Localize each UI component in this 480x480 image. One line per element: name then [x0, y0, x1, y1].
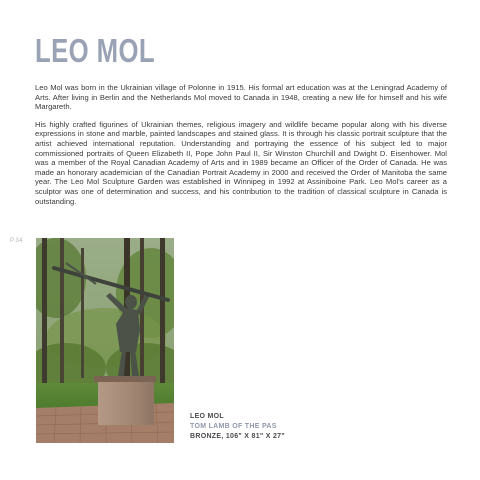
biography-paragraph-1: Leo Mol was born in the Ukrainian village of Polonne in 1915. His formal art education was at the Leningrad Academy of Arts. After living in Berlin and the Netherlands Mol moved to Canada in 1948, creating a new life for himself and his wife Margareth.	[35, 83, 447, 112]
biography-text	[35, 83, 447, 214]
caption-medium: BRONZE, 106" X 81" X 27"	[190, 433, 285, 440]
biography-paragraph-2: His highly crafted figurines of Ukrainian themes, religious imagery and wildlife became popular along with his diverse expressions in stone and marble, painted landscapes and stained glass. It is through his classic portrait sculpture that the artist achieved international reputation. Understanding and portraying the essence of his subject led to major commissioned portraits of Queen Elizabeth II, Pope John Paul II, Sir Winston Churchill and Dwight D. Eisenhower. Mol was a member of the Royal Canadian Academy of Arts and in 1989 became an Officer of the Order of Canada. He was made an honorary academician of the Canadian Portrait Academy in 2000 and received the Order of Manitoba the same year. The Leo Mol Sculpture Garden was established in Winnipeg in 1992 at Assiniboine Park. Leo Mol’s career as a sculptor was one of determination and success, and his contribution to the tradition of classical sculpture in Canada is outstanding.	[35, 119, 447, 206]
caption-title: TOM LAMB OF THE PAS	[190, 423, 277, 430]
page-heading: LEO MOL	[35, 32, 155, 69]
caption-artist: LEO MOL	[190, 413, 224, 420]
page-number: P.34	[10, 238, 23, 244]
sculpture-photo	[36, 238, 174, 443]
artwork-caption	[190, 412, 285, 442]
